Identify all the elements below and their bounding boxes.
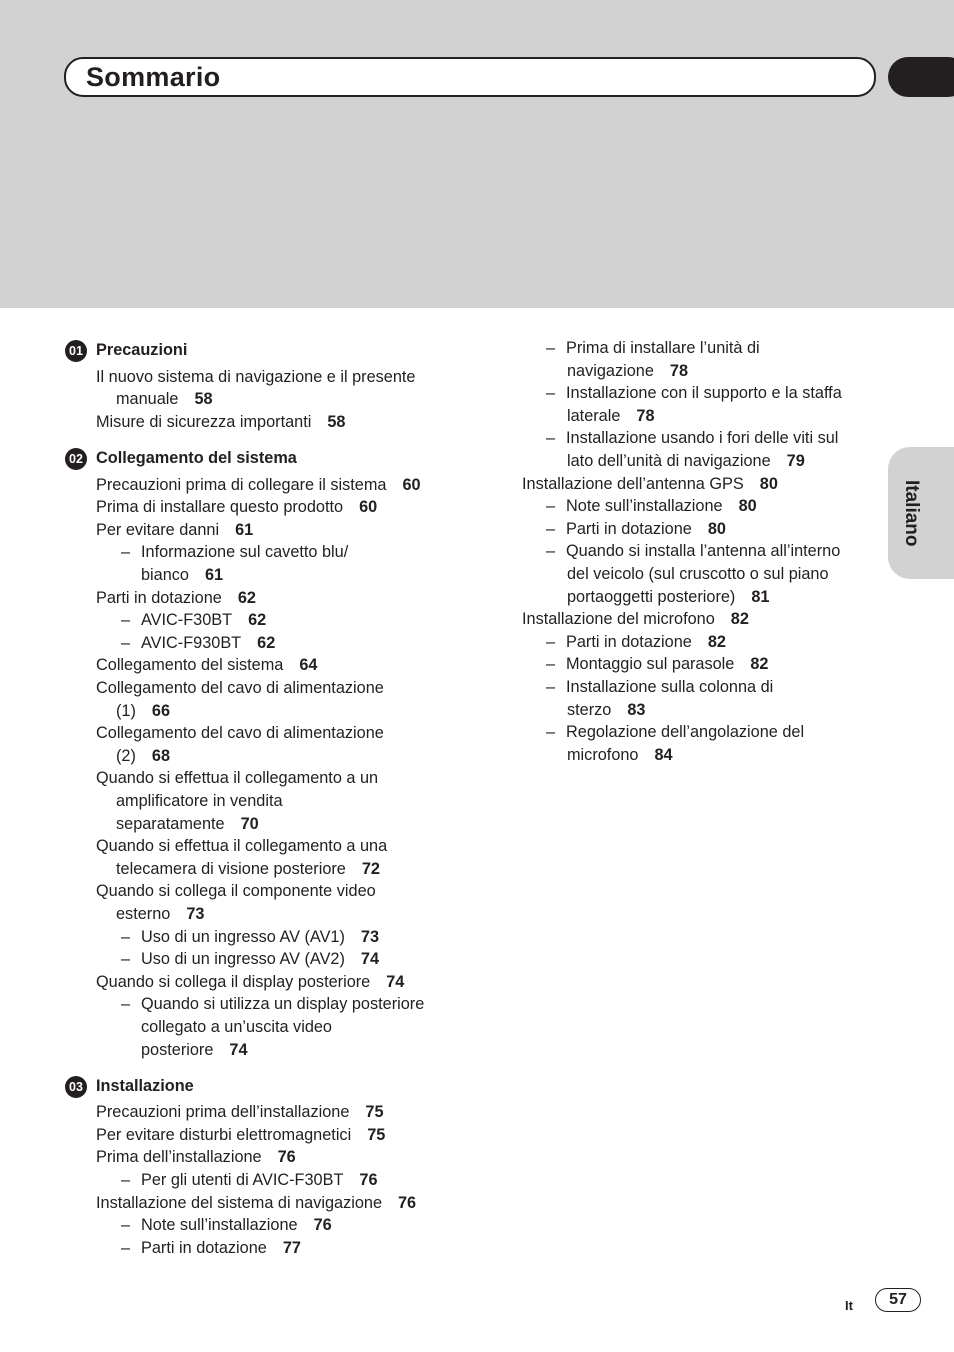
toc-page-number: 61 (204, 565, 224, 584)
toc-entry (96, 767, 378, 789)
toc-subentry (121, 632, 275, 654)
toc-entry (96, 411, 345, 433)
dash-marker: – (121, 995, 131, 1014)
toc-page-number: 60 (359, 498, 378, 517)
toc-entry (522, 473, 778, 495)
toc-page-number: 79 (786, 452, 805, 470)
toc-page-number: 74 (229, 1040, 248, 1059)
toc-entry-text: Parti in dotazione (96, 588, 222, 607)
toc-page-number: 72 (361, 859, 380, 878)
toc-entry (96, 971, 404, 993)
dash-marker: – (546, 519, 556, 538)
toc-entry (96, 677, 384, 699)
page-title: Sommario (86, 62, 221, 92)
toc-entry (567, 360, 688, 382)
toc-page-number: 76 (359, 1171, 378, 1189)
toc-page-number: 73 (186, 904, 205, 923)
dash-marker: – (546, 632, 556, 651)
toc-page-number: 74 (386, 972, 405, 991)
toc-page-number: 74 (360, 950, 380, 969)
section-number-badge: 02 (65, 448, 87, 470)
toc-entry (96, 496, 377, 518)
toc-entry-text: Quando si utilizza un display posteriore (141, 995, 425, 1014)
toc-page-number: 62 (237, 588, 256, 607)
toc-subentry (546, 676, 773, 698)
toc-entry-text: Prima di installare l’unità di (566, 339, 760, 357)
toc-page-number: 64 (299, 656, 318, 675)
toc-entry (96, 654, 317, 676)
dash-marker: – (546, 655, 556, 674)
toc-entry (567, 405, 655, 427)
toc-page-number: 76 (398, 1193, 417, 1212)
toc-entry (116, 813, 259, 835)
title-tab-decoration (888, 57, 954, 97)
section-title: Collegamento del sistema (96, 448, 297, 467)
toc-entry-text: laterale (567, 406, 621, 425)
toc-entry (522, 608, 749, 630)
toc-entry-text: Quando si effettua il collegamento a un (96, 769, 379, 788)
toc-entry (567, 450, 805, 472)
toc-page-number: 62 (248, 611, 267, 630)
toc-entry-text: Installazione sulla colonna di (566, 678, 774, 696)
toc-subentry (121, 1169, 378, 1191)
dash-marker: – (121, 1238, 131, 1257)
toc-entry (116, 858, 380, 880)
toc-page-number: 75 (365, 1103, 384, 1122)
toc-page-number: 58 (194, 390, 213, 409)
toc-subentry (546, 518, 726, 540)
toc-entry-text: Parti in dotazione (141, 1238, 267, 1257)
toc-entry (96, 835, 387, 857)
dash-marker: – (121, 633, 131, 652)
toc-entry-text: Collegamento del cavo di alimentazione (96, 724, 384, 743)
toc-entry (96, 1146, 296, 1168)
toc-subentry (121, 609, 266, 631)
dash-marker: – (121, 611, 131, 630)
toc-subentry (546, 382, 842, 404)
toc-subentry (121, 1237, 301, 1259)
toc-page-number: 75 (367, 1125, 386, 1144)
toc-entry-text: Per evitare danni (96, 520, 220, 539)
toc-subentry (121, 993, 424, 1015)
toc-subentry (121, 541, 348, 563)
toc-subentry (546, 721, 804, 743)
toc-entry (96, 722, 384, 744)
toc-entry-text: Collegamento del cavo di alimentazione (96, 678, 384, 697)
toc-entry-text: Montaggio sul parasole (566, 655, 735, 674)
toc-page-number: 82 (707, 632, 726, 651)
toc-page-number: 58 (327, 412, 346, 431)
toc-page-number: 80 (707, 519, 726, 538)
footer-language-code: It (845, 1298, 853, 1313)
toc-page-number: 76 (277, 1148, 296, 1167)
toc-entry-text: portaoggetti posteriore) (567, 587, 736, 606)
toc-entry-text: Prima di installare questo prodotto (96, 498, 344, 517)
toc-entry-text: Quando si effettua il collegamento a una (96, 837, 388, 856)
toc-page-number: 73 (360, 927, 380, 946)
toc-entry-text: telecamera di visione posteriore (116, 859, 346, 878)
section-number-badge: 01 (65, 340, 87, 362)
toc-entry (141, 1039, 248, 1061)
toc-entry-text: Uso di un ingresso AV (AV1) (141, 927, 345, 946)
dash-marker: – (121, 1216, 131, 1235)
toc-entry-text: separatamente (116, 814, 225, 833)
toc-entry-text: collegato a un’uscita video (141, 1017, 332, 1036)
toc-entry-text: Installazione dell’antenna GPS (522, 474, 744, 493)
toc-entry-text: lato dell’unità di navigazione (567, 452, 771, 470)
toc-entry (96, 366, 415, 388)
toc-entry-text: AVIC-F930BT (141, 633, 242, 652)
toc-entry (96, 519, 253, 541)
toc-page-number: 76 (313, 1216, 332, 1235)
toc-page-number: 82 (730, 610, 749, 629)
toc-subentry (546, 427, 838, 449)
toc-entry-text: Installazione usando i fori delle viti sul (566, 429, 839, 448)
toc-page-number: 77 (282, 1238, 301, 1257)
toc-entry (116, 388, 213, 410)
toc-entry (96, 587, 256, 609)
footer-page-number: 57 (875, 1288, 921, 1312)
toc-entry-text: Per evitare disturbi elettromagnetici (96, 1125, 352, 1144)
toc-page-number: 60 (402, 475, 421, 494)
toc-entry (96, 474, 421, 496)
language-side-tab-label: Italiano (901, 479, 922, 547)
toc-entry (96, 880, 376, 902)
toc-subentry (546, 337, 760, 359)
toc-entry-text: Installazione del sistema di navigazione (96, 1193, 382, 1212)
toc-entry (567, 563, 829, 585)
toc-entry-text: Regolazione dell’angolazione del (566, 723, 805, 742)
toc-page-number: 66 (151, 701, 171, 720)
toc-entry (567, 699, 645, 721)
toc-entry-text: Per gli utenti di AVIC-F30BT (141, 1171, 344, 1189)
toc-entry (96, 1101, 384, 1123)
dash-marker: – (121, 950, 131, 969)
toc-entry-text: Parti in dotazione (566, 632, 692, 651)
toc-subentry (121, 1214, 332, 1236)
toc-page-number: 80 (738, 497, 757, 516)
toc-entry-text: (2) (116, 746, 136, 765)
toc-subentry (121, 926, 379, 948)
toc-subentry (546, 540, 840, 562)
toc-entry (116, 745, 170, 767)
dash-marker: – (121, 543, 131, 562)
toc-entry (96, 1124, 385, 1146)
toc-entry-text: Uso di un ingresso AV (AV2) (141, 950, 345, 969)
toc-entry-text: bianco (141, 565, 189, 584)
dash-marker: – (546, 339, 556, 357)
toc-entry-text: Prima dell’installazione (96, 1148, 262, 1167)
toc-entry-text: Quando si installa l’antenna all’interno (566, 542, 841, 561)
toc-entry (141, 1016, 332, 1038)
toc-entry-text: posteriore (141, 1040, 214, 1059)
toc-page-number: 70 (240, 814, 259, 833)
toc-subentry (546, 653, 768, 675)
toc-entry (567, 586, 769, 608)
toc-entry-text: Collegamento del sistema (96, 656, 284, 675)
toc-entry-text: Note sull’installazione (141, 1216, 298, 1235)
toc-entry (116, 700, 170, 722)
toc-entry-text: Misure di sicurezza importanti (96, 412, 312, 431)
toc-page-number: 83 (627, 700, 646, 719)
toc-page-number: 82 (750, 655, 769, 674)
toc-entry (567, 744, 673, 766)
toc-entry-text: Quando si collega il componente video (96, 882, 376, 901)
toc-page-number: 61 (235, 520, 254, 539)
toc-entry-text: Quando si collega il display posteriore (96, 972, 371, 991)
toc-entry-text: Installazione con il supporto e la staffa (566, 384, 842, 403)
toc-page-number: 78 (636, 406, 655, 425)
toc-page-number: 80 (759, 474, 778, 493)
toc-entry-text: del veicolo (sul cruscotto o sul piano (567, 565, 829, 583)
toc-entry-text: Il nuovo sistema di navigazione e il presente (96, 367, 416, 386)
dash-marker: – (546, 542, 556, 561)
toc-entry-text: Precauzioni prima di collegare il sistema (96, 475, 387, 494)
toc-entry-text: (1) (116, 701, 136, 720)
toc-entry (116, 903, 204, 925)
dash-marker: – (546, 497, 556, 516)
toc-entry (141, 564, 223, 586)
dash-marker: – (121, 1171, 131, 1189)
toc-page-number: 81 (751, 587, 770, 606)
toc-subentry (546, 495, 757, 517)
toc-subentry (121, 948, 379, 970)
toc-entry-text: amplificatore in vendita (116, 791, 283, 810)
title-box (64, 57, 876, 97)
toc-page-number: 62 (257, 633, 276, 652)
toc-page-number: 68 (151, 746, 171, 765)
dash-marker: – (546, 429, 556, 448)
toc-page-number: 84 (654, 745, 673, 764)
toc-entry-text: Informazione sul cavetto blu/ (141, 543, 349, 562)
dash-marker: – (121, 927, 131, 946)
toc-entry-text: manuale (116, 390, 179, 409)
toc-page-number: 78 (669, 361, 689, 380)
section-title: Precauzioni (96, 341, 188, 359)
toc-entry-text: esterno (116, 904, 171, 923)
header-band (0, 0, 954, 308)
toc-entry-text: Installazione del microfono (522, 610, 715, 629)
toc-entry-text: sterzo (567, 700, 612, 719)
toc-entry-text: Parti in dotazione (566, 519, 692, 538)
toc-entry-text: navigazione (567, 361, 654, 380)
toc-entry-text: AVIC-F30BT (141, 611, 233, 630)
toc-entry-text: Precauzioni prima dell’installazione (96, 1103, 350, 1122)
section-title: Installazione (96, 1076, 194, 1095)
toc-entry (96, 1192, 416, 1214)
dash-marker: – (546, 384, 556, 403)
toc-entry-text: Note sull’installazione (566, 497, 723, 516)
toc-subentry (546, 631, 726, 653)
dash-marker: – (546, 723, 556, 742)
section-number-badge: 03 (65, 1076, 87, 1098)
dash-marker: – (546, 678, 556, 696)
toc-entry-text: microfono (567, 745, 639, 764)
toc-entry (116, 790, 283, 812)
